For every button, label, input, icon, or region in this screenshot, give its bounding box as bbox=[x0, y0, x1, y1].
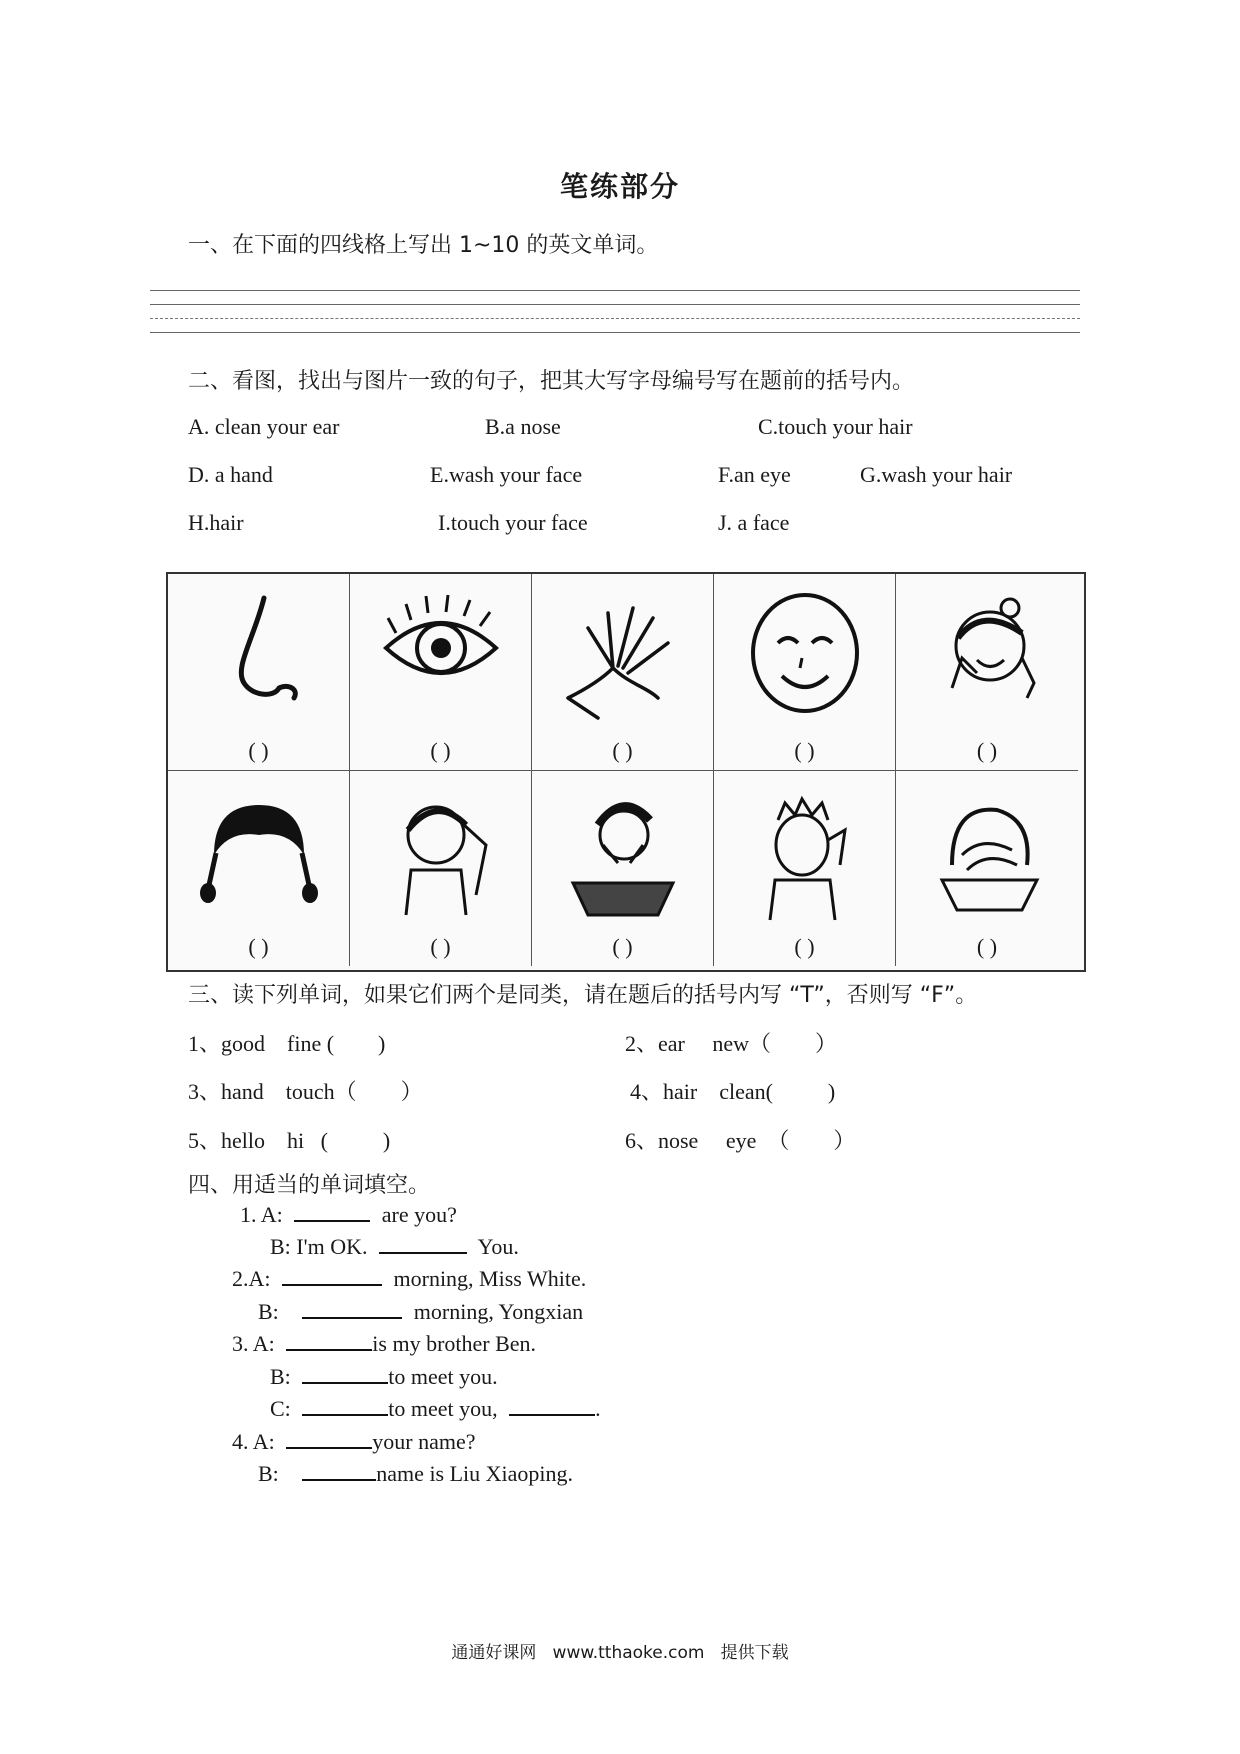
dialogue-2a-suffix: morning, Miss White. bbox=[393, 1266, 587, 1291]
dialogue-3b bbox=[270, 1362, 498, 1390]
dialogue-2b-prefix: B: bbox=[258, 1299, 279, 1324]
option-j: J. a face bbox=[718, 510, 790, 535]
dialogue-4a bbox=[232, 1427, 476, 1455]
girl-washing-hair-icon bbox=[922, 785, 1052, 925]
dialogue-1b bbox=[270, 1232, 519, 1260]
dialogue-1a bbox=[240, 1200, 457, 1228]
picture-cell-7 bbox=[350, 770, 532, 966]
blank-4a[interactable] bbox=[286, 1427, 372, 1449]
dialogue-1b-suffix: You. bbox=[477, 1234, 519, 1259]
dialogue-3b-prefix: B: bbox=[270, 1364, 291, 1389]
option-b: B.a nose bbox=[485, 414, 561, 439]
picture-cell-2 bbox=[350, 574, 532, 770]
dialogue-3a-suffix: is my brother Ben. bbox=[372, 1331, 537, 1356]
girl-touching-face-icon bbox=[922, 588, 1052, 728]
blank-3c-2[interactable] bbox=[509, 1394, 595, 1416]
dialogue-4a-prefix: 4. A: bbox=[232, 1429, 275, 1454]
answer-paren-7[interactable]: ( ) bbox=[430, 934, 451, 959]
answer-paren-8[interactable]: ( ) bbox=[612, 934, 633, 959]
option-f: F.an eye bbox=[718, 462, 791, 487]
dialogue-2a-prefix: 2.A: bbox=[232, 1266, 271, 1291]
dialogue-3c bbox=[270, 1394, 601, 1422]
blank-3a[interactable] bbox=[286, 1329, 372, 1351]
option-g: G.wash your hair bbox=[860, 462, 1013, 487]
blank-4b[interactable] bbox=[302, 1459, 376, 1481]
answer-paren-2[interactable]: ( ) bbox=[430, 738, 451, 763]
smiling-face-icon bbox=[740, 588, 870, 728]
page-title: 笔练部分 bbox=[559, 170, 680, 203]
pair-item-3: 3、hand touch（ ） bbox=[188, 1079, 423, 1104]
pair-item-1: 1、good fine ( ) bbox=[188, 1031, 386, 1056]
dialogue-2b-suffix: morning, Yongxian bbox=[413, 1299, 584, 1324]
picture-cell-1 bbox=[168, 574, 350, 770]
pair-item-4: 4、hair clean( ) bbox=[630, 1079, 836, 1104]
dialogue-4a-suffix: your name? bbox=[372, 1429, 476, 1454]
blank-3c-1[interactable] bbox=[302, 1394, 388, 1416]
dialogue-3b-suffix: to meet you. bbox=[388, 1364, 498, 1389]
section3-heading: 三、读下列单词，如果它们两个是同类，请在题后的括号内写 “T”，否则写 “F”。 bbox=[188, 983, 978, 1008]
option-c: C.touch your hair bbox=[758, 414, 913, 439]
section1-heading: 一、在下面的四线格上写出 1~10 的英文单词。 bbox=[188, 233, 659, 258]
section4-heading: 四、用适当的单词填空。 bbox=[188, 1173, 431, 1198]
answer-paren-1[interactable]: ( ) bbox=[248, 738, 269, 763]
dialogue-3a bbox=[232, 1329, 536, 1357]
dialogue-3c-middle: to meet you, bbox=[388, 1396, 498, 1421]
answer-paren-6[interactable]: ( ) bbox=[248, 934, 269, 959]
answer-paren-5[interactable]: ( ) bbox=[976, 738, 998, 763]
answer-paren-9[interactable]: ( ) bbox=[794, 934, 815, 959]
dialogue-4b-prefix: B: bbox=[258, 1461, 279, 1486]
picture-cell-4 bbox=[714, 574, 896, 770]
dialogue-4b bbox=[258, 1459, 573, 1487]
hair-icon bbox=[194, 785, 324, 925]
dialogue-2a bbox=[232, 1264, 586, 1292]
answer-paren-4[interactable]: ( ) bbox=[794, 738, 815, 763]
hand-icon bbox=[558, 588, 688, 728]
four-line-writing-grid[interactable] bbox=[150, 290, 1080, 344]
blank-3b[interactable] bbox=[302, 1362, 388, 1384]
answer-paren-10[interactable]: ( ) bbox=[976, 934, 998, 959]
picture-cell-9 bbox=[714, 770, 896, 966]
option-h: H.hair bbox=[188, 510, 244, 535]
dialogue-1b-prefix: B: I'm OK. bbox=[270, 1234, 368, 1259]
picture-cell-5 bbox=[896, 574, 1078, 770]
option-d: D. a hand bbox=[188, 462, 273, 487]
boy-washing-face-icon bbox=[558, 785, 688, 925]
dialogue-3c-prefix: C: bbox=[270, 1396, 291, 1421]
dialogue-1a-suffix: are you? bbox=[381, 1202, 457, 1227]
blank-2a[interactable] bbox=[282, 1264, 382, 1286]
dialogue-4b-suffix: name is Liu Xiaoping. bbox=[376, 1461, 574, 1486]
picture-grid bbox=[166, 572, 1086, 972]
dialogue-3c-suffix: . bbox=[595, 1396, 601, 1421]
picture-cell-10 bbox=[896, 770, 1078, 966]
answer-paren-3[interactable]: ( ) bbox=[612, 738, 633, 763]
pair-item-2: 2、ear new（ ） bbox=[625, 1031, 838, 1056]
footer-credit: 通通好课网 www.tthaoke.com 提供下载 bbox=[451, 1643, 789, 1663]
dialogue-1a-prefix: 1. A: bbox=[240, 1202, 283, 1227]
pair-item-5: 5、hello hi ( ) bbox=[188, 1128, 391, 1153]
option-a: A. clean your ear bbox=[188, 414, 340, 439]
option-i: I.touch your face bbox=[438, 510, 588, 535]
picture-cell-3 bbox=[532, 574, 714, 770]
dialogue-3a-prefix: 3. A: bbox=[232, 1331, 275, 1356]
boy-touching-hair-icon bbox=[376, 785, 506, 925]
pair-item-6: 6、nose eye （ ） bbox=[625, 1128, 856, 1153]
blank-1a[interactable] bbox=[294, 1200, 370, 1222]
eye-icon bbox=[376, 588, 506, 728]
blank-1b[interactable] bbox=[379, 1232, 467, 1254]
nose-icon bbox=[194, 588, 324, 728]
option-e: E.wash your face bbox=[430, 462, 583, 487]
dialogue-2b bbox=[258, 1297, 583, 1325]
picture-cell-8 bbox=[532, 770, 714, 966]
boy-cleaning-ear-icon bbox=[740, 785, 870, 925]
picture-cell-6 bbox=[168, 770, 350, 966]
section2-heading: 二、看图，找出与图片一致的句子，把其大写字母编号写在题前的括号内。 bbox=[188, 369, 915, 394]
blank-2b[interactable] bbox=[302, 1297, 402, 1319]
